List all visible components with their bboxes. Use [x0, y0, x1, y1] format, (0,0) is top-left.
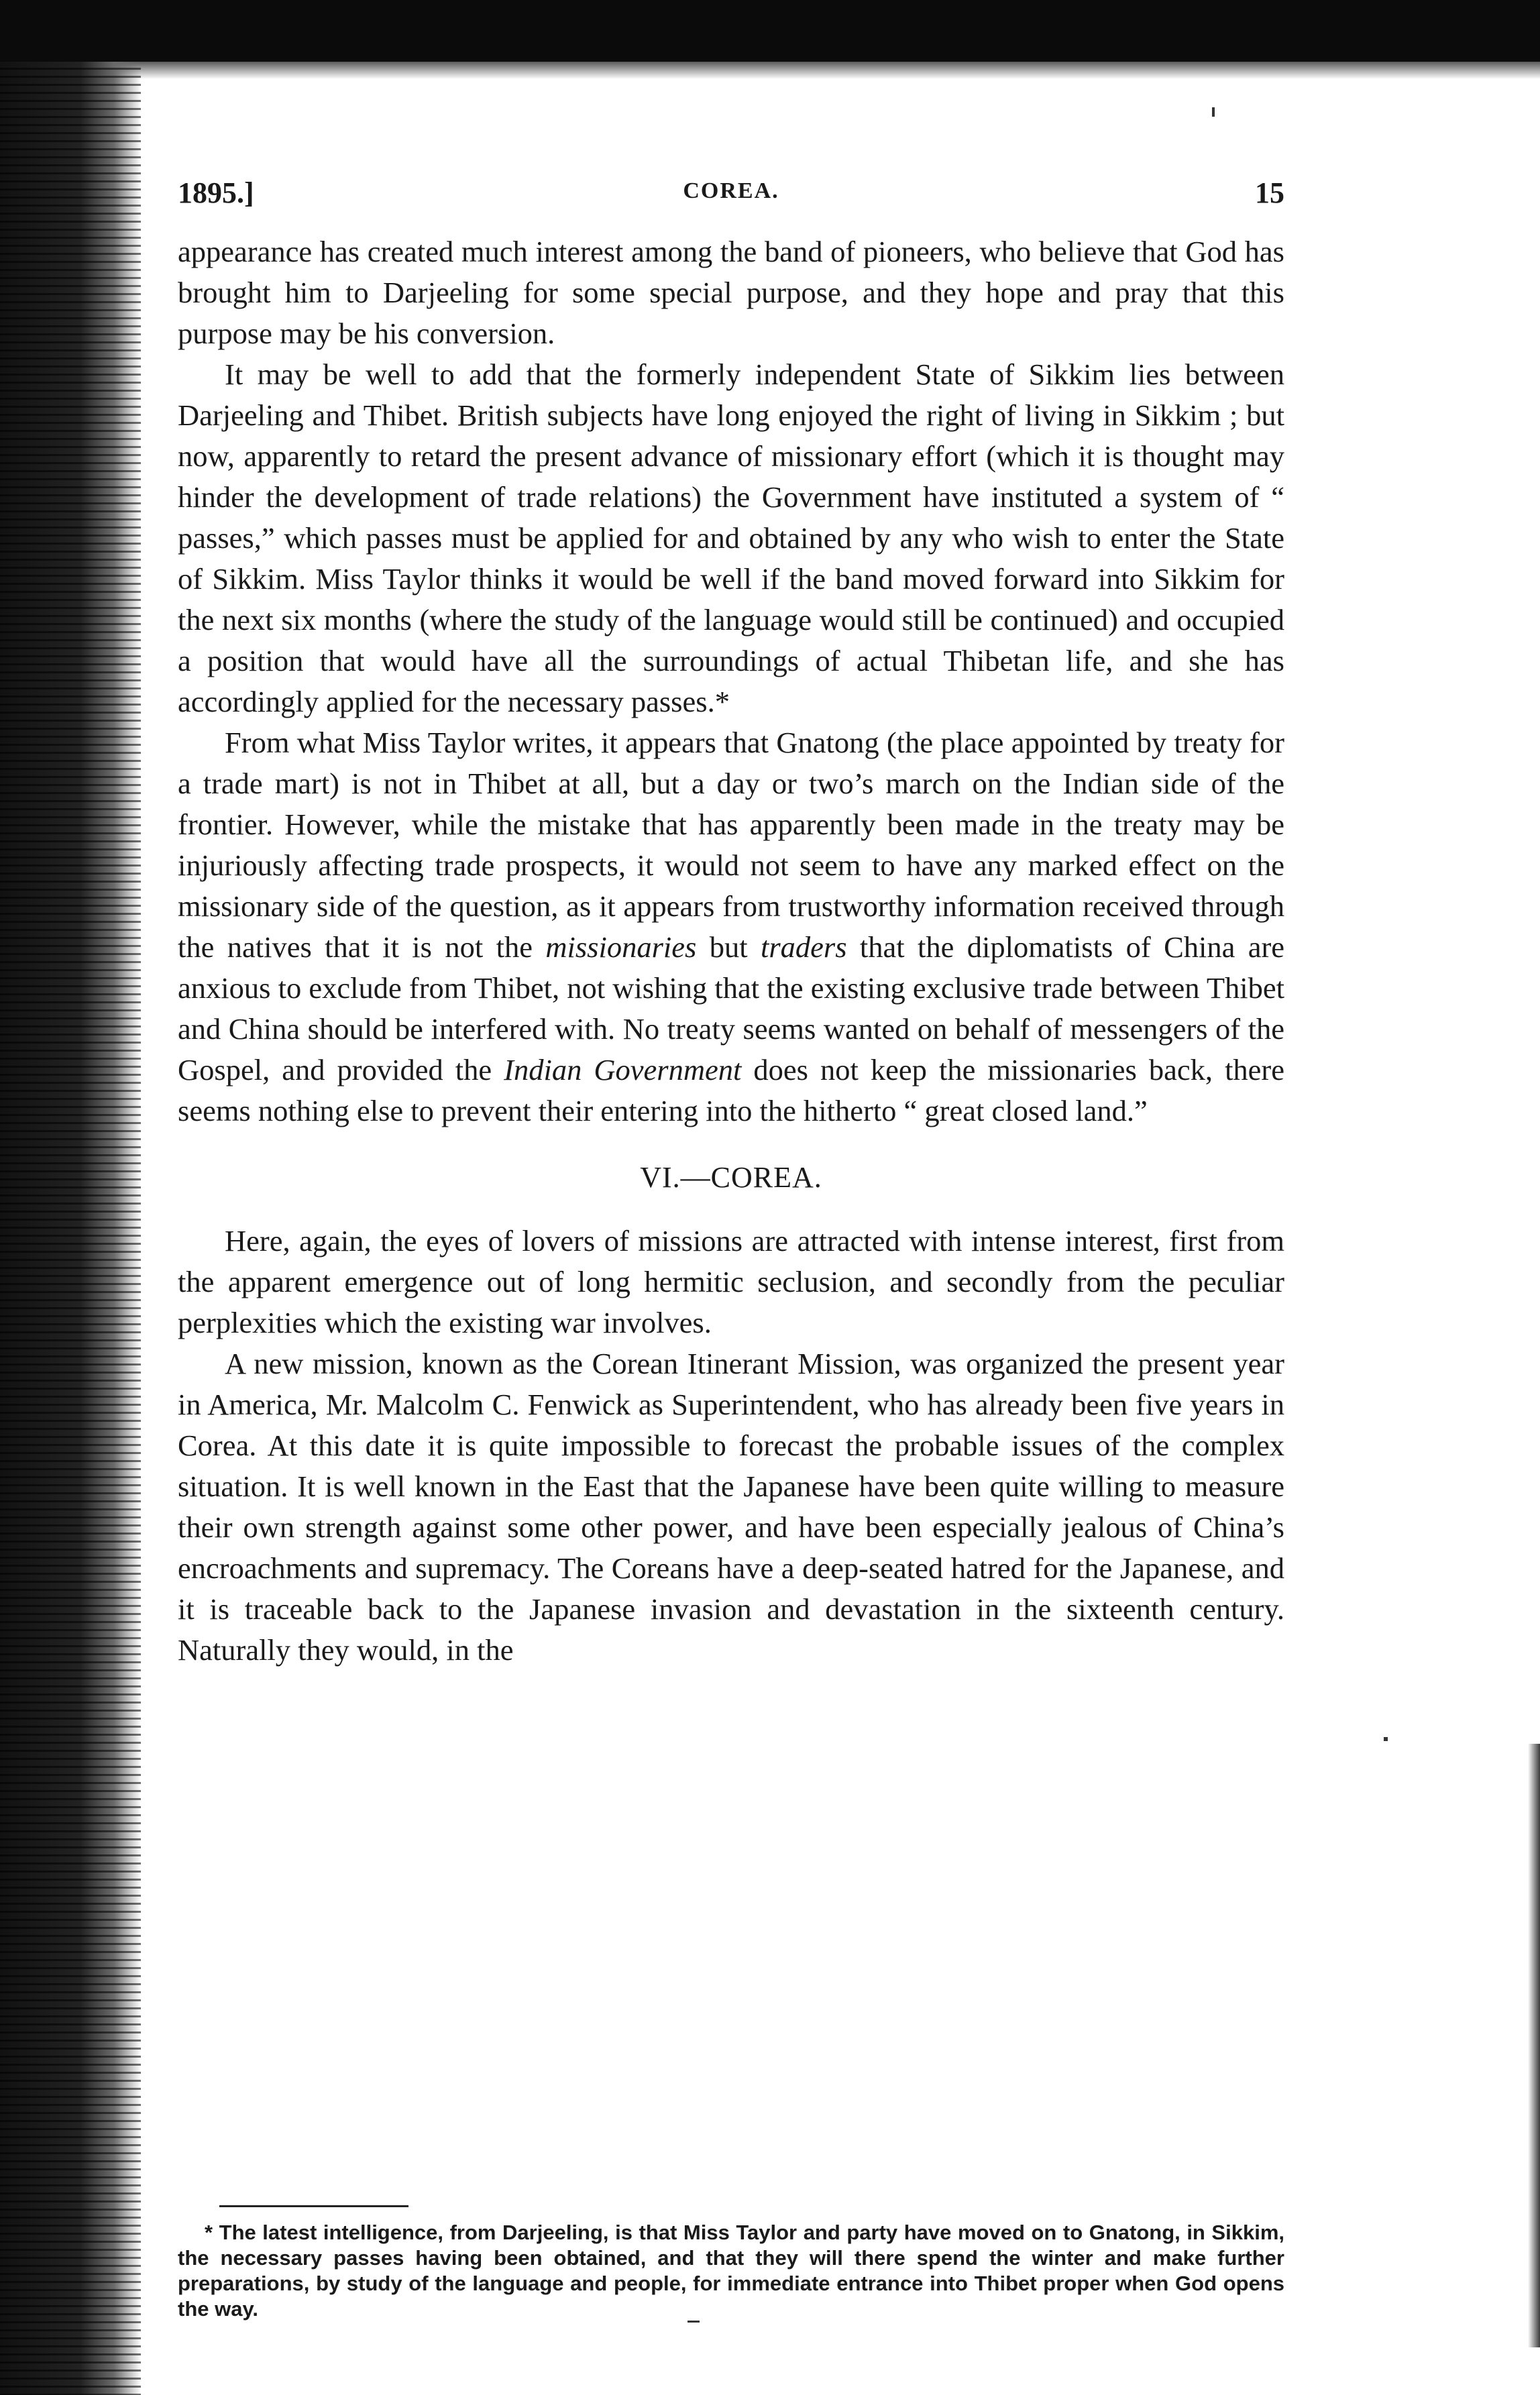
- section-heading: VI.—COREA.: [640, 1161, 822, 1194]
- stray-ink-mark: [1384, 1737, 1388, 1741]
- scan-left-binding-edge: [0, 62, 141, 2395]
- footnote: * The latest intelligence, from Darjeeling, is that Miss Taylor and party have moved on to Gnatong, in Sikkim, the necessary passes having been obtained, and that they will there spend the winter and make further preparations, by study of the language and people, for immediate entrance into Thibet proper when God opens the way.: [178, 2221, 1284, 2321]
- emphasis-indian-government: Indian Government: [504, 1053, 742, 1087]
- paragraph-sikkim: It may be well to add that the formerly independent State of Sikkim lies between Darjeeling and Thibet. British subjects have long enjoyed the right of living in Sikkim ; but now, apparently to retard the present advance of missionary effort (which it is thought may hinder the development of trade relations) the Government have instituted a system of “ passes,” which passes must be applied for and obtained by any who wish to enter the State of Sikkim. Miss Taylor thinks it would be well if the band moved forward into Sikkim for the next six months (where the study of the language would still be continued) and occupied a position that would have all the surroundings of actual Thibetan life, and she has accordingly applied for the necessary passes.*: [178, 357, 1284, 718]
- paragraph-corea-mission: A new mission, known as the Corean Itinerant Mission, was organized the present year in America, Mr. Malcolm C. Fenwick as Superintendent, who has already been five years in Corea. At this date it is quite impossible to forecast the probable issues of the complex situation. It is well known in the East that the Japanese have been quite willing to measure their own strength against some other power, and have been especially jealous of China’s encroachments and supremacy. The Coreans have a deep-seated hatred for the Japanese, and it is traceable back to the Japanese invasion and devastation in the sixteenth century. Naturally they would, in the: [178, 1347, 1284, 1667]
- header-year: 1895.]: [178, 176, 254, 209]
- scan-right-edge: [1528, 1744, 1540, 2347]
- text-run: that the diplomatists of China are anxious to exclude from Thibet, not wishing that the existing exclusive trade between Thibet and China should be interfered with. No treaty seems wanted on behalf of messengers of the Gospel, and provided the: [178, 930, 1285, 1087]
- emphasis-traders: traders: [760, 930, 847, 964]
- text-run: does not keep the missionaries back, there seems nothing else to prevent their entering into the hitherto “ great closed land.”: [178, 1053, 1285, 1127]
- text-run: From what Miss Taylor writes, it appears that Gnatong (the place appointed by treaty for a trade mart) is not in Thibet at all, but a day or two’s march on the Indian side of the frontier. However, while the mistake that has apparently been made in the treaty may be injuriously affecting trade prospects, it would not seem to have any marked effect on the missionary side of the question, as it appears from trustworthy information received through the natives that it is not the: [178, 726, 1284, 964]
- book-page: [178, 0, 1284, 2395]
- paragraph-gnatong: [178, 722, 1284, 1131]
- paragraph-corea-intro: Here, again, the eyes of lovers of missions are attracted with intense interest, first from the apparent emergence out of long hermitic seclusion, and secondly from the peculiar perplexities which the existing war involves.: [178, 1224, 1284, 1339]
- footnote-rule: [219, 2205, 408, 2207]
- running-header: [178, 176, 1284, 216]
- emphasis-missionaries: missionaries: [545, 930, 697, 964]
- paragraph-continued: appearance has created much interest among the band of pioneers, who believe that God has brought him to Darjeeling for some special purpose, and they hope and pray that this purpose may be his conversion.: [178, 235, 1284, 350]
- page-number: 15: [1255, 176, 1284, 209]
- text-run: but: [709, 930, 748, 964]
- header-title: COREA.: [683, 178, 779, 203]
- body-text: [178, 231, 1284, 1671]
